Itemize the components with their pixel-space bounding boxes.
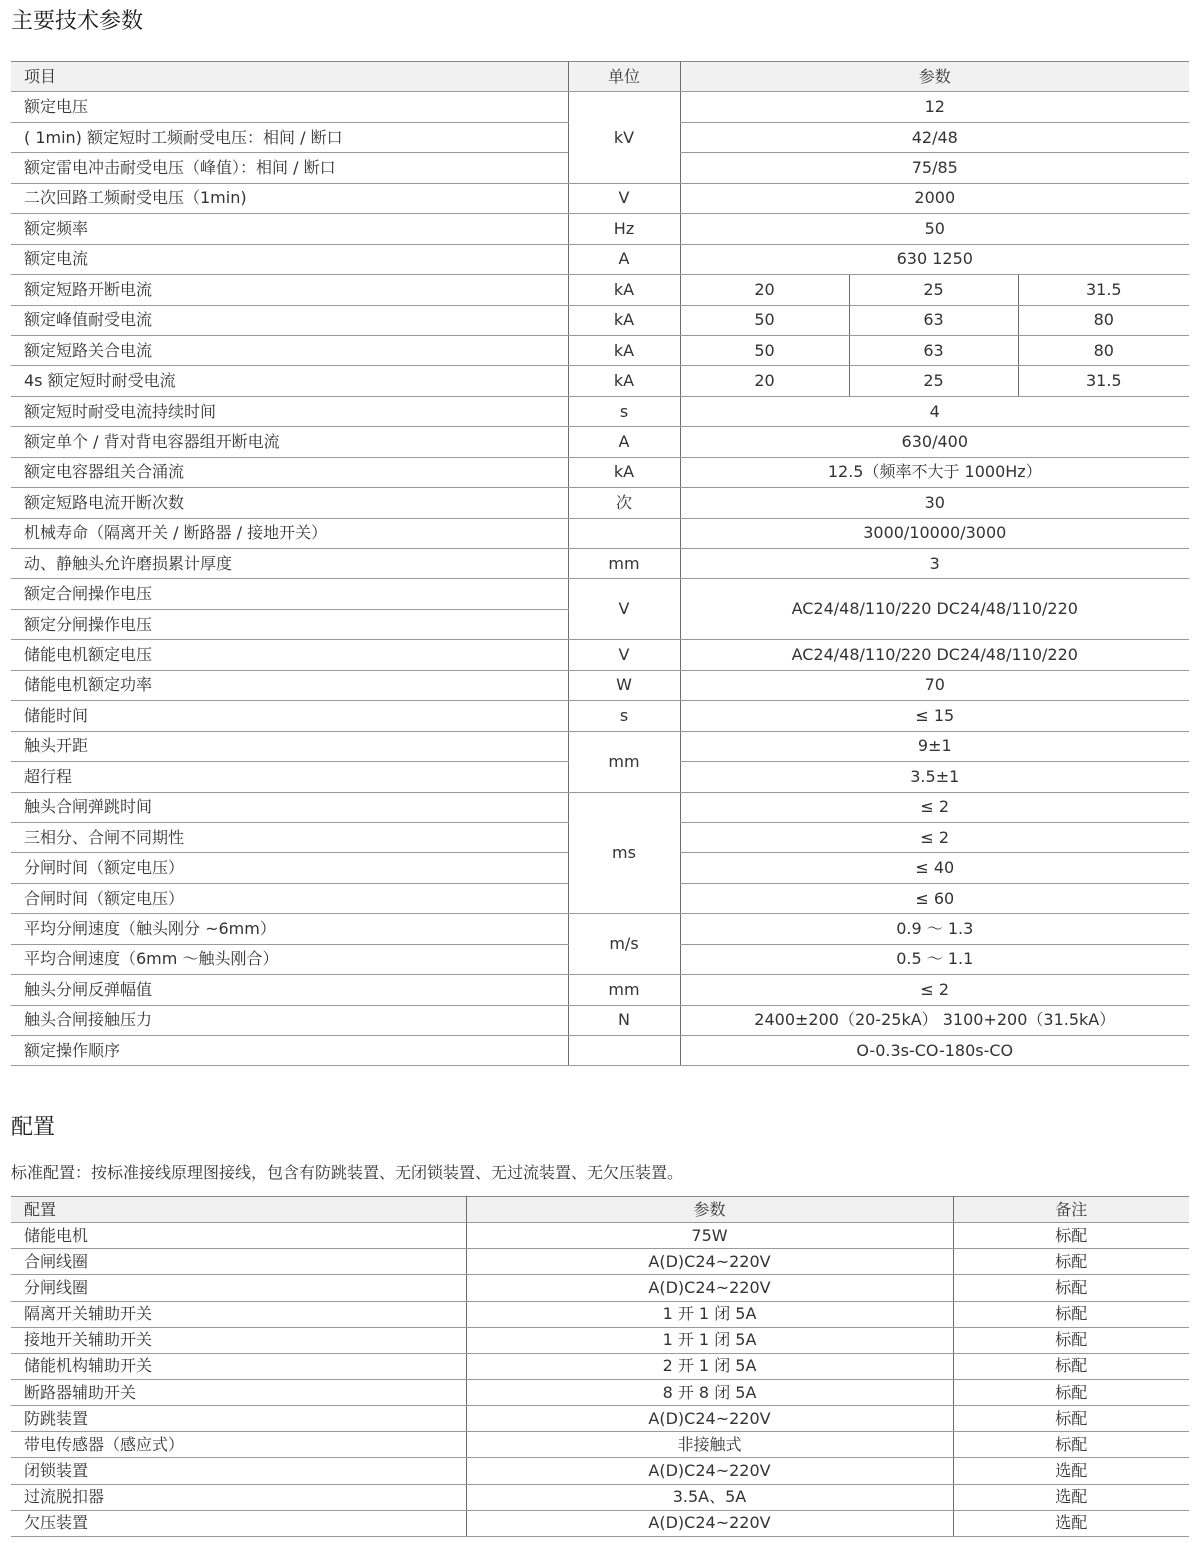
config-note: 标准配置：按标准接线原理图接线，包含有防跳装置、无闭锁装置、无过流装置、无欠压装置。 xyxy=(11,1163,684,1182)
spec-row xyxy=(11,670,1189,700)
spec-unit-cell: kV xyxy=(568,92,680,183)
config-param-cell: 1 开 1 闭 5A xyxy=(466,1327,953,1353)
spec-header-row xyxy=(11,62,1189,92)
spec-unit-cell: V xyxy=(568,579,680,640)
config-header-row xyxy=(11,1197,1189,1223)
spec-row xyxy=(11,488,1189,518)
spec-value-cell: 20 xyxy=(680,275,849,305)
spec-unit-cell: A xyxy=(568,427,680,457)
config-remark-cell: 标配 xyxy=(953,1406,1189,1432)
spec-item-cell: 额定短时耐受电流持续时间 xyxy=(11,396,568,426)
spec-row xyxy=(11,701,1189,731)
config-name-cell: 防跳装置 xyxy=(11,1406,466,1432)
spec-row xyxy=(11,427,1189,457)
spec-row xyxy=(11,305,1189,335)
spec-section-title: 主要技术参数 xyxy=(11,9,144,34)
spec-item-cell: 额定操作顺序 xyxy=(11,1036,568,1066)
spec-value-cell: 12 xyxy=(680,92,1189,122)
spec-item-cell: 超行程 xyxy=(11,762,568,792)
spec-value-cell: 30 xyxy=(680,488,1189,518)
spec-value-cell: 630/400 xyxy=(680,427,1189,457)
spec-value-cell: ≤ 60 xyxy=(680,883,1189,913)
spec-header-item: 项目 xyxy=(11,62,568,92)
spec-row xyxy=(11,244,1189,274)
spec-row xyxy=(11,214,1189,244)
spec-item-cell: 额定峰值耐受电流 xyxy=(11,305,568,335)
config-remark-cell: 标配 xyxy=(953,1275,1189,1301)
config-section-title: 配置 xyxy=(11,1115,56,1140)
config-param-cell: 8 开 8 闭 5A xyxy=(466,1379,953,1405)
spec-item-cell: 分闸时间（额定电压） xyxy=(11,853,568,883)
spec-unit-cell: kA xyxy=(568,457,680,487)
spec-row xyxy=(11,579,1189,609)
spec-value-cell: 2400±200（20-25kA） 3100+200（31.5kA） xyxy=(680,1005,1189,1035)
config-param-cell: A(D)C24~220V xyxy=(466,1275,953,1301)
spec-row xyxy=(11,914,1189,944)
spec-item-cell: 储能电机额定电压 xyxy=(11,640,568,670)
spec-unit-cell: s xyxy=(568,396,680,426)
spec-header-unit: 单位 xyxy=(568,62,680,92)
spec-value-cell: 0.5 ～ 1.1 xyxy=(680,944,1189,974)
spec-item-cell: 储能时间 xyxy=(11,701,568,731)
spec-item-cell: 额定短路电流开断次数 xyxy=(11,488,568,518)
spec-unit-cell: A xyxy=(568,244,680,274)
spec-value-cell: ≤ 2 xyxy=(680,822,1189,852)
spec-row xyxy=(11,731,1189,761)
spec-row xyxy=(11,549,1189,579)
spec-item-cell: 额定电压 xyxy=(11,92,568,122)
spec-unit-cell: W xyxy=(568,670,680,700)
spec-unit-cell: mm xyxy=(568,731,680,792)
spec-value-cell: ≤ 2 xyxy=(680,975,1189,1005)
spec-value-cell: 31.5 xyxy=(1018,275,1189,305)
spec-unit-cell: mm xyxy=(568,975,680,1005)
spec-unit-cell: mm xyxy=(568,549,680,579)
config-remark-cell: 标配 xyxy=(953,1223,1189,1249)
config-remark-cell: 标配 xyxy=(953,1353,1189,1379)
config-row xyxy=(11,1353,1189,1379)
config-row xyxy=(11,1379,1189,1405)
config-remark-cell: 选配 xyxy=(953,1458,1189,1484)
spec-value-cell: 80 xyxy=(1018,335,1189,365)
config-row xyxy=(11,1327,1189,1353)
spec-value-cell: 3000/10000/3000 xyxy=(680,518,1189,548)
config-param-cell: A(D)C24~220V xyxy=(466,1510,953,1536)
spec-item-cell: 二次回路工频耐受电压（1min) xyxy=(11,183,568,213)
config-param-cell: 2 开 1 闭 5A xyxy=(466,1353,953,1379)
spec-row xyxy=(11,975,1189,1005)
spec-value-cell: 25 xyxy=(849,275,1018,305)
config-row xyxy=(11,1484,1189,1510)
spec-item-cell: 触头合闸接触压力 xyxy=(11,1005,568,1035)
spec-value-cell: 3.5±1 xyxy=(680,762,1189,792)
spec-value-cell: 80 xyxy=(1018,305,1189,335)
spec-row xyxy=(11,396,1189,426)
config-param-cell: 1 开 1 闭 5A xyxy=(466,1301,953,1327)
config-header-param: 参数 xyxy=(466,1197,953,1223)
config-name-cell: 过流脱扣器 xyxy=(11,1484,466,1510)
spec-value-cell: 20 xyxy=(680,366,849,396)
spec-unit-cell: kA xyxy=(568,275,680,305)
config-remark-cell: 标配 xyxy=(953,1301,1189,1327)
spec-item-cell: 触头合闸弹跳时间 xyxy=(11,792,568,822)
spec-unit-cell: m/s xyxy=(568,914,680,975)
spec-unit-cell: Hz xyxy=(568,214,680,244)
spec-item-cell: 平均合闸速度（6mm ～触头刚合） xyxy=(11,944,568,974)
spec-value-cell: ≤ 2 xyxy=(680,792,1189,822)
config-remark-cell: 标配 xyxy=(953,1249,1189,1275)
config-row xyxy=(11,1458,1189,1484)
config-remark-cell: 标配 xyxy=(953,1432,1189,1458)
config-name-cell: 断路器辅助开关 xyxy=(11,1379,466,1405)
spec-item-cell: 额定短路关合电流 xyxy=(11,335,568,365)
spec-value-cell: 63 xyxy=(849,305,1018,335)
spec-row xyxy=(11,92,1189,122)
spec-value-cell: 630 1250 xyxy=(680,244,1189,274)
spec-value-cell: 2000 xyxy=(680,183,1189,213)
config-param-cell: A(D)C24~220V xyxy=(466,1458,953,1484)
spec-item-cell: 触头开距 xyxy=(11,731,568,761)
config-param-cell: A(D)C24~220V xyxy=(466,1406,953,1432)
config-name-cell: 接地开关辅助开关 xyxy=(11,1327,466,1353)
config-name-cell: 闭锁装置 xyxy=(11,1458,466,1484)
config-param-cell: A(D)C24~220V xyxy=(466,1249,953,1275)
config-remark-cell: 选配 xyxy=(953,1510,1189,1536)
spec-value-cell: 0.9 ～ 1.3 xyxy=(680,914,1189,944)
spec-unit-cell: V xyxy=(568,640,680,670)
spec-value-cell: O-0.3s-CO-180s-CO xyxy=(680,1036,1189,1066)
spec-item-cell: 三相分、合闸不同期性 xyxy=(11,822,568,852)
spec-row xyxy=(11,518,1189,548)
spec-row xyxy=(11,792,1189,822)
spec-unit-cell: N xyxy=(568,1005,680,1035)
spec-row xyxy=(11,640,1189,670)
config-name-cell: 欠压装置 xyxy=(11,1510,466,1536)
config-row xyxy=(11,1510,1189,1536)
spec-item-cell: 额定电容器组关合涌流 xyxy=(11,457,568,487)
config-row xyxy=(11,1223,1189,1249)
spec-item-cell: 动、静触头允许磨损累计厚度 xyxy=(11,549,568,579)
config-row xyxy=(11,1406,1189,1432)
spec-table xyxy=(11,61,1189,1066)
config-param-cell: 75W xyxy=(466,1223,953,1249)
config-header-remark: 备注 xyxy=(953,1197,1189,1223)
spec-value-cell: 70 xyxy=(680,670,1189,700)
spec-value-cell: 4 xyxy=(680,396,1189,426)
spec-value-cell: 3 xyxy=(680,549,1189,579)
spec-row xyxy=(11,1036,1189,1066)
config-name-cell: 合闸线圈 xyxy=(11,1249,466,1275)
spec-item-cell: 额定分闸操作电压 xyxy=(11,609,568,639)
spec-unit-cell: s xyxy=(568,701,680,731)
spec-item-cell: 额定合闸操作电压 xyxy=(11,579,568,609)
spec-value-cell: 12.5（频率不大于 1000Hz） xyxy=(680,457,1189,487)
spec-row xyxy=(11,275,1189,305)
config-name-cell: 带电传感器（感应式） xyxy=(11,1432,466,1458)
spec-value-cell: AC24/48/110/220 DC24/48/110/220 xyxy=(680,640,1189,670)
config-param-cell: 非接触式 xyxy=(466,1432,953,1458)
spec-value-cell: 50 xyxy=(680,305,849,335)
spec-value-cell: 50 xyxy=(680,335,849,365)
spec-item-cell: 4s 额定短时耐受电流 xyxy=(11,366,568,396)
config-table xyxy=(11,1196,1189,1537)
config-row xyxy=(11,1249,1189,1275)
spec-value-cell: 75/85 xyxy=(680,153,1189,183)
spec-item-cell: 额定雷电冲击耐受电压（峰值）：相间 / 断口 xyxy=(11,153,568,183)
config-name-cell: 储能机构辅助开关 xyxy=(11,1353,466,1379)
spec-value-cell: 50 xyxy=(680,214,1189,244)
spec-row xyxy=(11,1005,1189,1035)
spec-item-cell: ( 1min) 额定短时工频耐受电压：相间 / 断口 xyxy=(11,122,568,152)
spec-item-cell: 储能电机额定功率 xyxy=(11,670,568,700)
spec-value-cell: ≤ 15 xyxy=(680,701,1189,731)
spec-unit-cell: kA xyxy=(568,335,680,365)
spec-item-cell: 合闸时间（额定电压） xyxy=(11,883,568,913)
spec-unit-cell: kA xyxy=(568,366,680,396)
config-row xyxy=(11,1301,1189,1327)
spec-value-cell: ≤ 40 xyxy=(680,853,1189,883)
spec-unit-cell: ms xyxy=(568,792,680,914)
config-remark-cell: 标配 xyxy=(953,1327,1189,1353)
spec-row xyxy=(11,457,1189,487)
config-row xyxy=(11,1432,1189,1458)
spec-unit-cell: 次 xyxy=(568,488,680,518)
spec-value-cell: 25 xyxy=(849,366,1018,396)
spec-row xyxy=(11,366,1189,396)
config-row xyxy=(11,1275,1189,1301)
spec-value-cell: 31.5 xyxy=(1018,366,1189,396)
spec-row xyxy=(11,183,1189,213)
config-name-cell: 分闸线圈 xyxy=(11,1275,466,1301)
spec-item-cell: 额定单个 / 背对背电容器组开断电流 xyxy=(11,427,568,457)
spec-value-cell: 42/48 xyxy=(680,122,1189,152)
spec-item-cell: 额定短路开断电流 xyxy=(11,275,568,305)
config-name-cell: 隔离开关辅助开关 xyxy=(11,1301,466,1327)
config-name-cell: 储能电机 xyxy=(11,1223,466,1249)
spec-item-cell: 触头分闸反弹幅值 xyxy=(11,975,568,1005)
spec-unit-cell xyxy=(568,518,680,548)
spec-unit-cell: kA xyxy=(568,305,680,335)
spec-header-param: 参数 xyxy=(680,62,1189,92)
spec-item-cell: 额定电流 xyxy=(11,244,568,274)
spec-item-cell: 平均分闸速度（触头刚分 ~6mm） xyxy=(11,914,568,944)
spec-value-cell: AC24/48/110/220 DC24/48/110/220 xyxy=(680,579,1189,640)
config-remark-cell: 选配 xyxy=(953,1484,1189,1510)
spec-value-cell: 63 xyxy=(849,335,1018,365)
spec-item-cell: 额定频率 xyxy=(11,214,568,244)
config-param-cell: 3.5A、5A xyxy=(466,1484,953,1510)
spec-row xyxy=(11,335,1189,365)
spec-unit-cell xyxy=(568,1036,680,1066)
config-header-config: 配置 xyxy=(11,1197,466,1223)
spec-unit-cell: V xyxy=(568,183,680,213)
spec-item-cell: 机械寿命（隔离开关 / 断路器 / 接地开关） xyxy=(11,518,568,548)
config-remark-cell: 标配 xyxy=(953,1379,1189,1405)
spec-value-cell: 9±1 xyxy=(680,731,1189,761)
